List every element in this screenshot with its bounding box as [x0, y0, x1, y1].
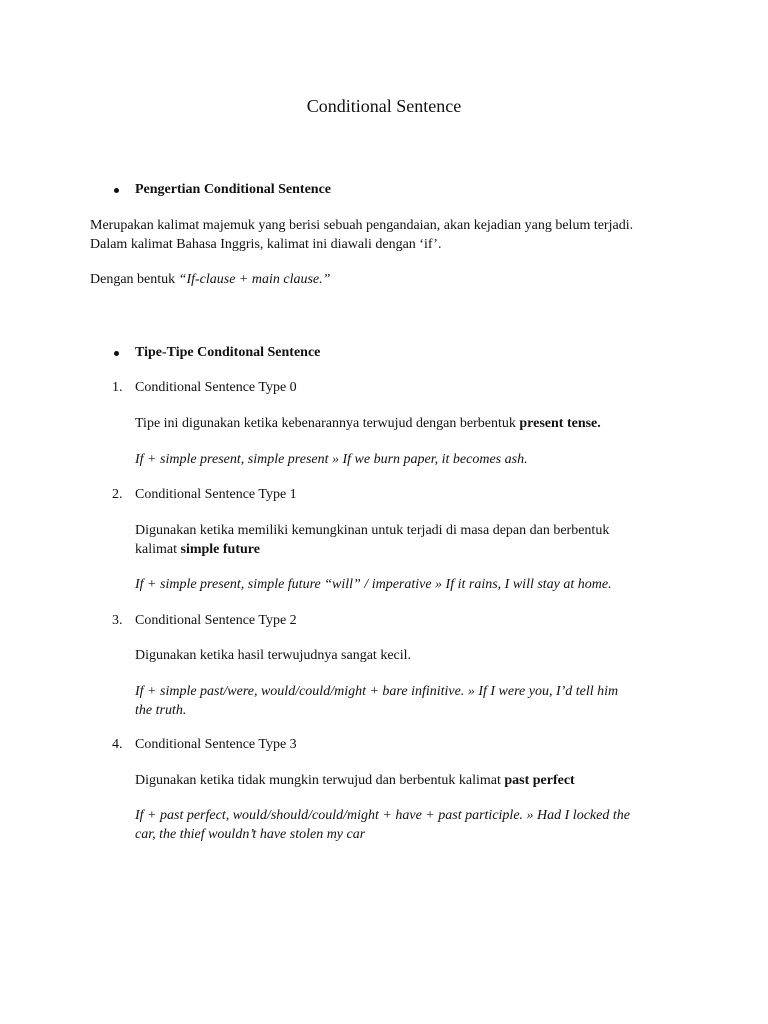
type-0-desc-bold: present tense. [519, 416, 601, 431]
type-0-desc-text: Tipe ini digunakan ketika kebenarannya terwujud dengan berbentuk [135, 416, 520, 431]
document-title: Conditional Sentence [306, 96, 462, 116]
form-paragraph [90, 271, 330, 289]
list-number: 3. [112, 613, 123, 628]
type-2-description: Digunakan ketika hasil terwujudnya sangat kecil. [135, 648, 412, 663]
type-3-description [135, 772, 575, 790]
type-1-desc-prefix: kalimat [135, 542, 181, 557]
type-3-example-line-2: car, the thief wouldn’t have stolen my car [135, 827, 366, 842]
type-1-desc-bold: simple future [180, 542, 260, 557]
definition-line-1: Merupakan kalimat majemuk yang berisi sebuah pengandaian, akan kejadian yang belum terjadi. [90, 218, 634, 233]
form-prefix: Dengan bentuk [90, 272, 179, 287]
definition-line-2: Dalam kalimat Bahasa Inggris, kalimat ini diawali dengan ‘if’. [90, 237, 442, 252]
type-2-example-line-2: the truth. [135, 703, 187, 718]
type-1-label: Conditional Sentence Type 1 [135, 487, 297, 502]
bullet-icon [114, 188, 119, 193]
type-0-description [135, 415, 601, 433]
section-heading-tipe: Tipe-Tipe Conditonal Sentence [135, 345, 321, 360]
type-2-label: Conditional Sentence Type 2 [135, 613, 297, 628]
type-3-desc-text: Digunakan ketika tidak mungkin terwujud dan berbentuk kalimat [135, 773, 505, 788]
type-1-example: If + simple present, simple future “will” / imperative » If it rains, I will stay at home. [135, 577, 612, 592]
form-formula: “If-clause + main clause.” [178, 272, 331, 287]
type-3-example-line-1: If + past perfect, would/should/could/might + have + past participle. » Had I locked the [135, 808, 630, 823]
type-3-desc-bold: past perfect [504, 773, 575, 788]
list-number: 1. [112, 380, 123, 395]
type-0-label: Conditional Sentence Type 0 [135, 380, 297, 395]
type-1-desc-line-1: Digunakan ketika memiliki kemungkinan untuk terjadi di masa depan dan berbentuk [135, 523, 610, 538]
type-1-desc-line-2 [135, 541, 260, 559]
type-2-example-line-1: If + simple past/were, would/could/might + bare infinitive. » If I were you, I’d tell him [135, 684, 619, 699]
section-heading-pengertian: Pengertian Conditional Sentence [135, 182, 331, 197]
type-3-label: Conditional Sentence Type 3 [135, 737, 297, 752]
list-number: 4. [112, 737, 123, 752]
type-0-example: If + simple present, simple present » If we burn paper, it becomes ash. [135, 452, 528, 467]
list-number: 2. [112, 487, 123, 502]
bullet-icon [114, 351, 119, 356]
